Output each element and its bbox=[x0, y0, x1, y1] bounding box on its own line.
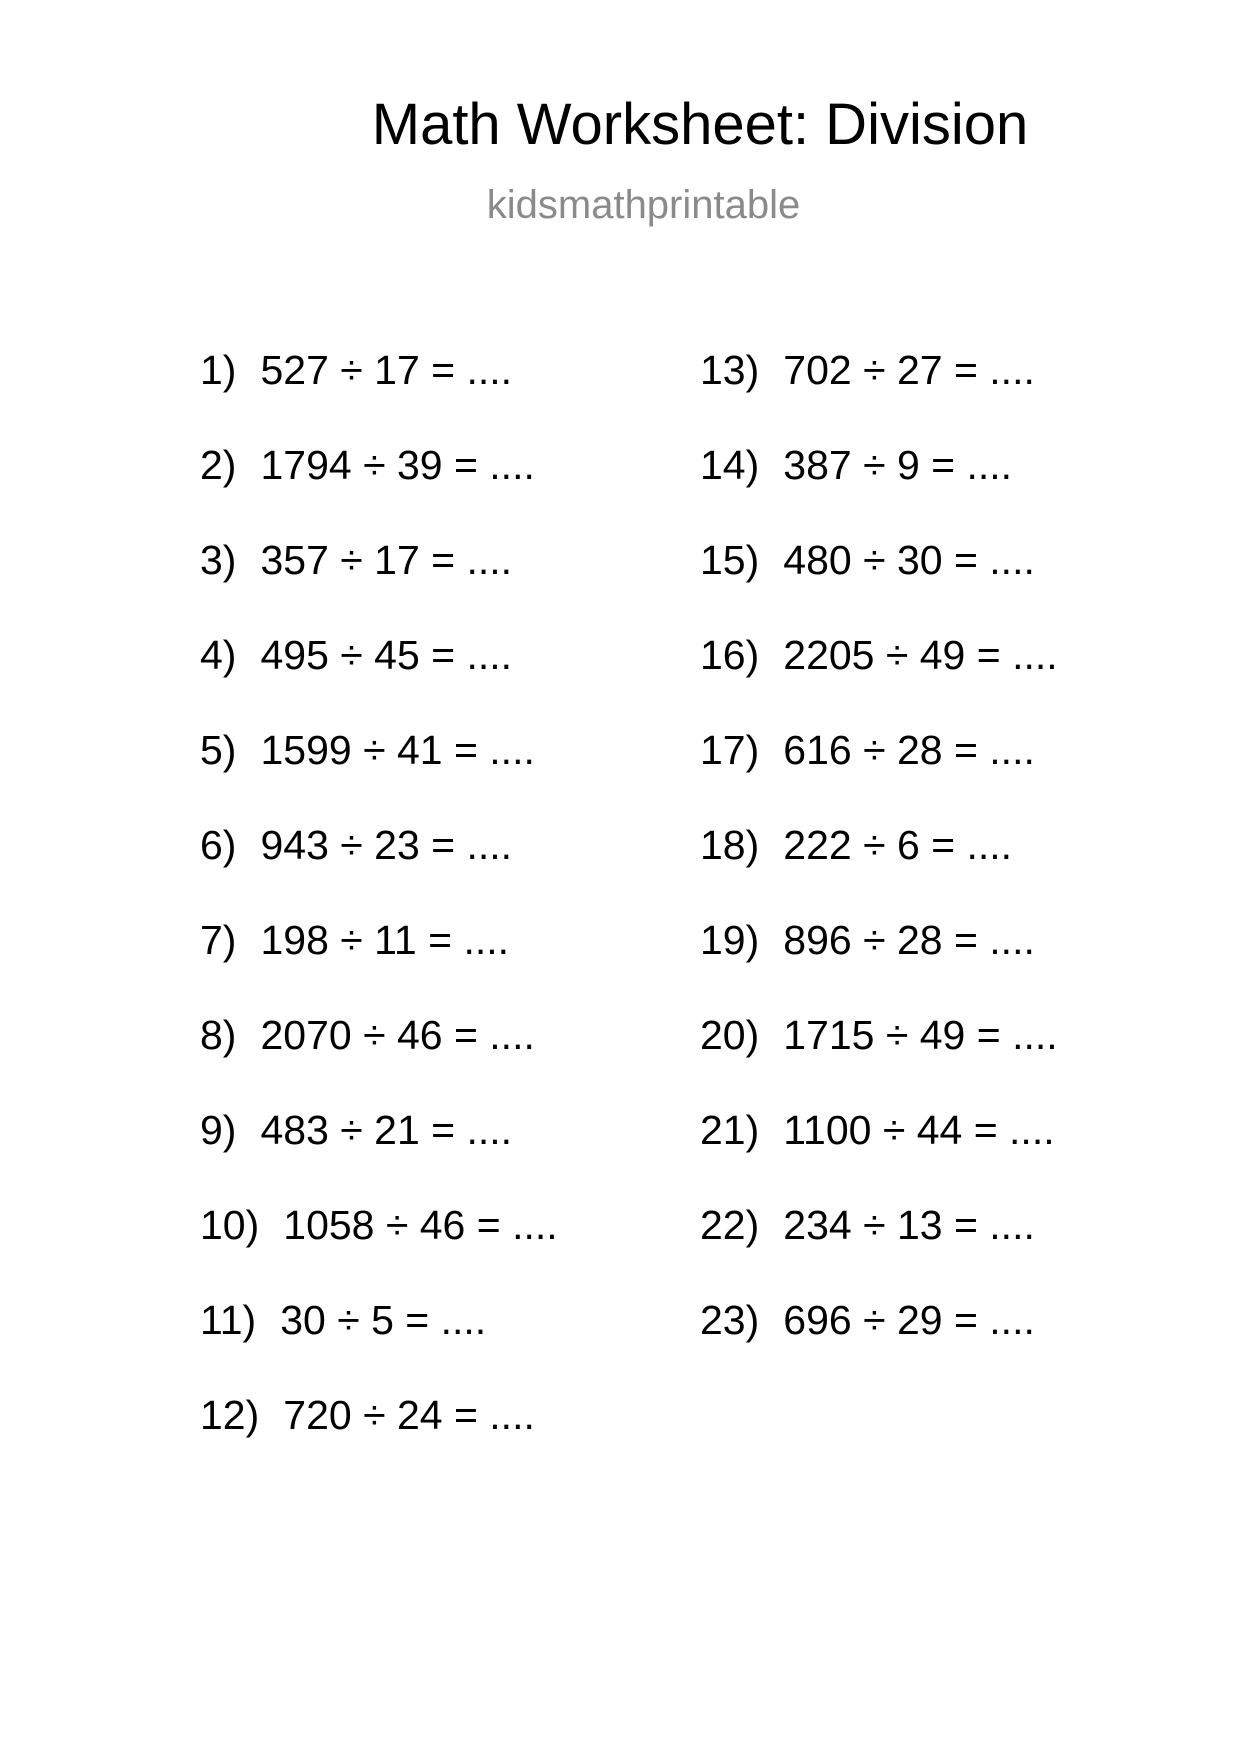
problem-item bbox=[200, 1012, 558, 1110]
problem-number: 23) bbox=[700, 1297, 760, 1343]
problem-item bbox=[700, 442, 1058, 540]
problem-number: 5) bbox=[200, 727, 237, 773]
problem-number: 18) bbox=[700, 822, 760, 868]
problem-expression: 234 ÷ 13 = .... bbox=[783, 1202, 1035, 1248]
problem-item bbox=[200, 1392, 558, 1490]
problem-number: 14) bbox=[700, 442, 760, 488]
problem-number: 20) bbox=[700, 1012, 760, 1058]
problem-expression: 943 ÷ 23 = .... bbox=[260, 822, 513, 868]
problem-expression: 2205 ÷ 49 = .... bbox=[783, 632, 1058, 678]
problem-item bbox=[700, 347, 1058, 445]
problem-number: 2) bbox=[200, 442, 237, 488]
problem-item bbox=[200, 537, 558, 635]
problem-column-left bbox=[200, 347, 558, 1490]
problem-item bbox=[700, 1012, 1058, 1110]
problem-number: 22) bbox=[700, 1202, 760, 1248]
problem-number: 10) bbox=[200, 1202, 260, 1248]
problem-number: 16) bbox=[700, 632, 760, 678]
problem-number: 1) bbox=[200, 347, 237, 393]
problem-item bbox=[200, 727, 558, 825]
problem-number: 8) bbox=[200, 1012, 237, 1058]
problem-expression: 222 ÷ 6 = .... bbox=[783, 822, 1013, 868]
problem-item bbox=[700, 1297, 1058, 1395]
problem-expression: 1715 ÷ 49 = .... bbox=[783, 1012, 1058, 1058]
problem-item bbox=[700, 1202, 1058, 1300]
problem-expression: 1100 ÷ 44 = .... bbox=[783, 1107, 1055, 1153]
problem-item bbox=[200, 1202, 558, 1300]
problem-item bbox=[200, 1107, 558, 1205]
problem-expression: 896 ÷ 28 = .... bbox=[783, 917, 1035, 963]
problem-item bbox=[200, 347, 558, 445]
problem-expression: 483 ÷ 21 = .... bbox=[260, 1107, 513, 1153]
problem-expression: 720 ÷ 24 = .... bbox=[283, 1392, 535, 1438]
problem-number: 13) bbox=[700, 347, 760, 393]
problem-expression: 30 ÷ 5 = .... bbox=[280, 1297, 487, 1343]
problem-number: 15) bbox=[700, 537, 760, 583]
problem-item bbox=[700, 1107, 1058, 1205]
problem-expression: 702 ÷ 27 = .... bbox=[783, 347, 1035, 393]
problem-number: 12) bbox=[200, 1392, 260, 1438]
problem-number: 7) bbox=[200, 917, 237, 963]
page-title: Math Worksheet: Division bbox=[371, 92, 1029, 157]
problem-expression: 357 ÷ 17 = .... bbox=[260, 537, 513, 583]
problem-item bbox=[700, 632, 1058, 730]
problem-expression: 1794 ÷ 39 = .... bbox=[260, 442, 535, 488]
problem-expression: 616 ÷ 28 = .... bbox=[783, 727, 1035, 773]
problem-item bbox=[200, 917, 558, 1015]
problem-number: 4) bbox=[200, 632, 237, 678]
problem-item bbox=[700, 917, 1058, 1015]
problem-number: 6) bbox=[200, 822, 237, 868]
problem-column-right bbox=[700, 347, 1058, 1395]
problem-item bbox=[200, 822, 558, 920]
problem-item bbox=[200, 632, 558, 730]
problem-item bbox=[200, 442, 558, 540]
problem-item bbox=[700, 537, 1058, 635]
problem-number: 11) bbox=[200, 1297, 257, 1343]
problem-number: 21) bbox=[700, 1107, 760, 1153]
problem-number: 17) bbox=[700, 727, 760, 773]
problem-expression: 1058 ÷ 46 = .... bbox=[283, 1202, 558, 1248]
problem-item bbox=[700, 727, 1058, 825]
problem-expression: 696 ÷ 29 = .... bbox=[783, 1297, 1035, 1343]
problem-number: 3) bbox=[200, 537, 237, 583]
page-subtitle: kidsmathprintable bbox=[486, 183, 801, 227]
problem-item bbox=[700, 822, 1058, 920]
problem-item bbox=[200, 1297, 558, 1395]
problem-expression: 480 ÷ 30 = .... bbox=[783, 537, 1035, 583]
problem-expression: 198 ÷ 11 = .... bbox=[260, 917, 510, 963]
problem-expression: 495 ÷ 45 = .... bbox=[260, 632, 513, 678]
problem-number: 9) bbox=[200, 1107, 237, 1153]
problem-expression: 2070 ÷ 46 = .... bbox=[260, 1012, 535, 1058]
problem-number: 19) bbox=[700, 917, 760, 963]
problem-expression: 527 ÷ 17 = .... bbox=[260, 347, 513, 393]
problem-expression: 387 ÷ 9 = .... bbox=[783, 442, 1013, 488]
problem-expression: 1599 ÷ 41 = .... bbox=[260, 727, 535, 773]
